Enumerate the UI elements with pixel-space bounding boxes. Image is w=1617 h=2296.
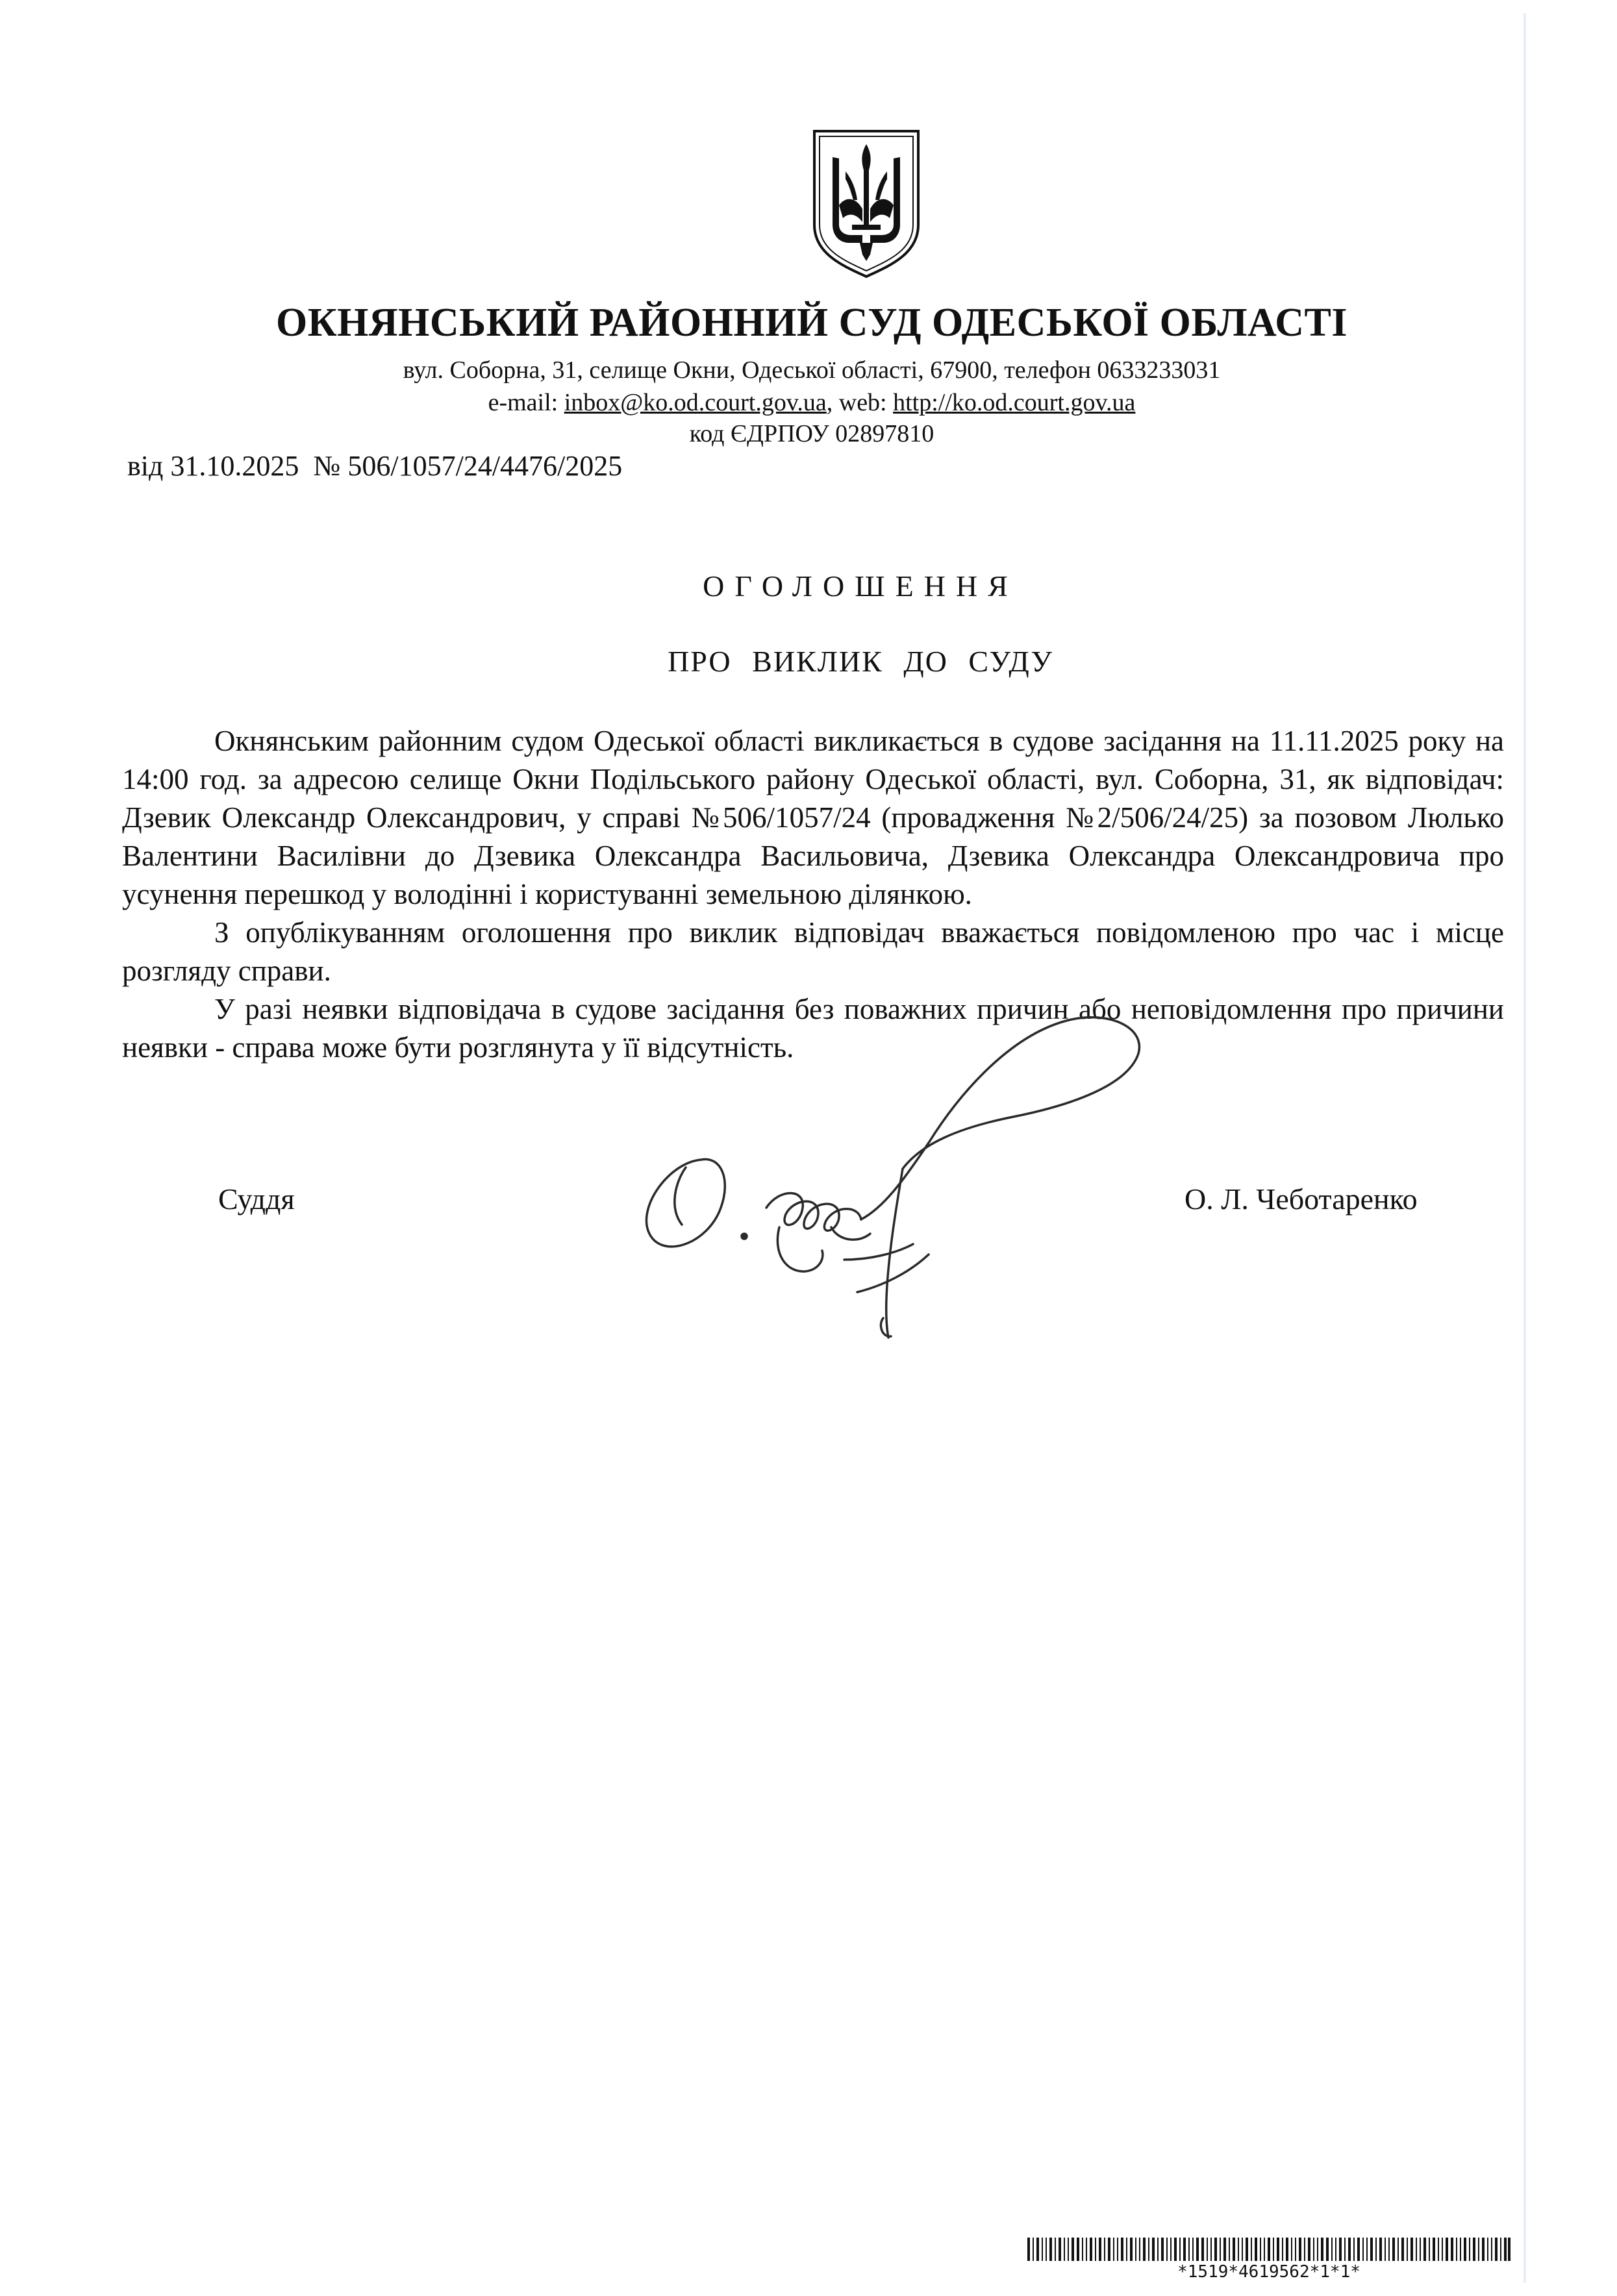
scan-edge-line — [1523, 13, 1526, 2283]
web-link[interactable]: http://ko.od.court.gov.ua — [893, 389, 1136, 416]
document-number: № 506/1057/24/4476/2025 — [313, 450, 623, 482]
signature-role: Суддя — [218, 1182, 295, 1216]
email-link[interactable]: inbox@ko.od.court.gov.ua — [564, 389, 827, 416]
body-paragraph: У разі неявки відповідача в судове засідання без поважних причин або неповідомлення про причини неявки - справа може бути розглянута у її відсутність. — [122, 993, 1504, 1064]
body-paragraph: З опублікуванням оголошення про виклик відповідач вважається повідомленою про час і місце розгляду справи. — [122, 916, 1504, 987]
court-contacts — [195, 388, 1429, 417]
document-title: ОГОЛОШЕННЯ — [703, 569, 1018, 603]
handwritten-signature — [623, 1013, 1208, 1351]
document-date: від 31.10.2025 — [127, 450, 299, 482]
court-name: ОКНЯНСЬКИЙ РАЙОННИЙ СУД ОДЕСЬКОЇ ОБЛАСТІ — [276, 301, 1348, 345]
court-address: вул. Соборна, 31, селище Окни, Одеської області, 67900, телефон 0633233031 — [403, 356, 1221, 384]
document-reference — [127, 449, 622, 482]
edrpou-code: код ЄДРПОУ 02897810 — [689, 420, 934, 447]
email-label: e-mail: — [488, 389, 564, 416]
document-subtitle: ПРО ВИКЛИК ДО СУДУ — [668, 645, 1053, 678]
signer-name: О. Л. Чеботаренко — [1185, 1182, 1418, 1216]
tryzub-coat-of-arms-icon — [810, 127, 922, 281]
barcode-text: *1519*4619562*1*1* — [1177, 2262, 1360, 2282]
body-paragraph: Окнянським районним судом Одеської області викликається в судове засідання на 11.11.2025 року на 14:00 год. за адресою селище Окни Подільського району Одеської області, вул. Соборна, 31, як відповідач: Дзевик Олександр Олександрович, у справі №506/1057/24 (провадження №2/506/24/25) за позовом Люлько Валентини Василівни до Дзевика Олександра Васильовича, Дзевика Олександра Олександровича про усунення перешкод у володінні і користуванні земельною ділянкою. — [122, 725, 1504, 910]
web-label: , web: — [826, 389, 894, 416]
barcode — [1027, 2238, 1510, 2261]
